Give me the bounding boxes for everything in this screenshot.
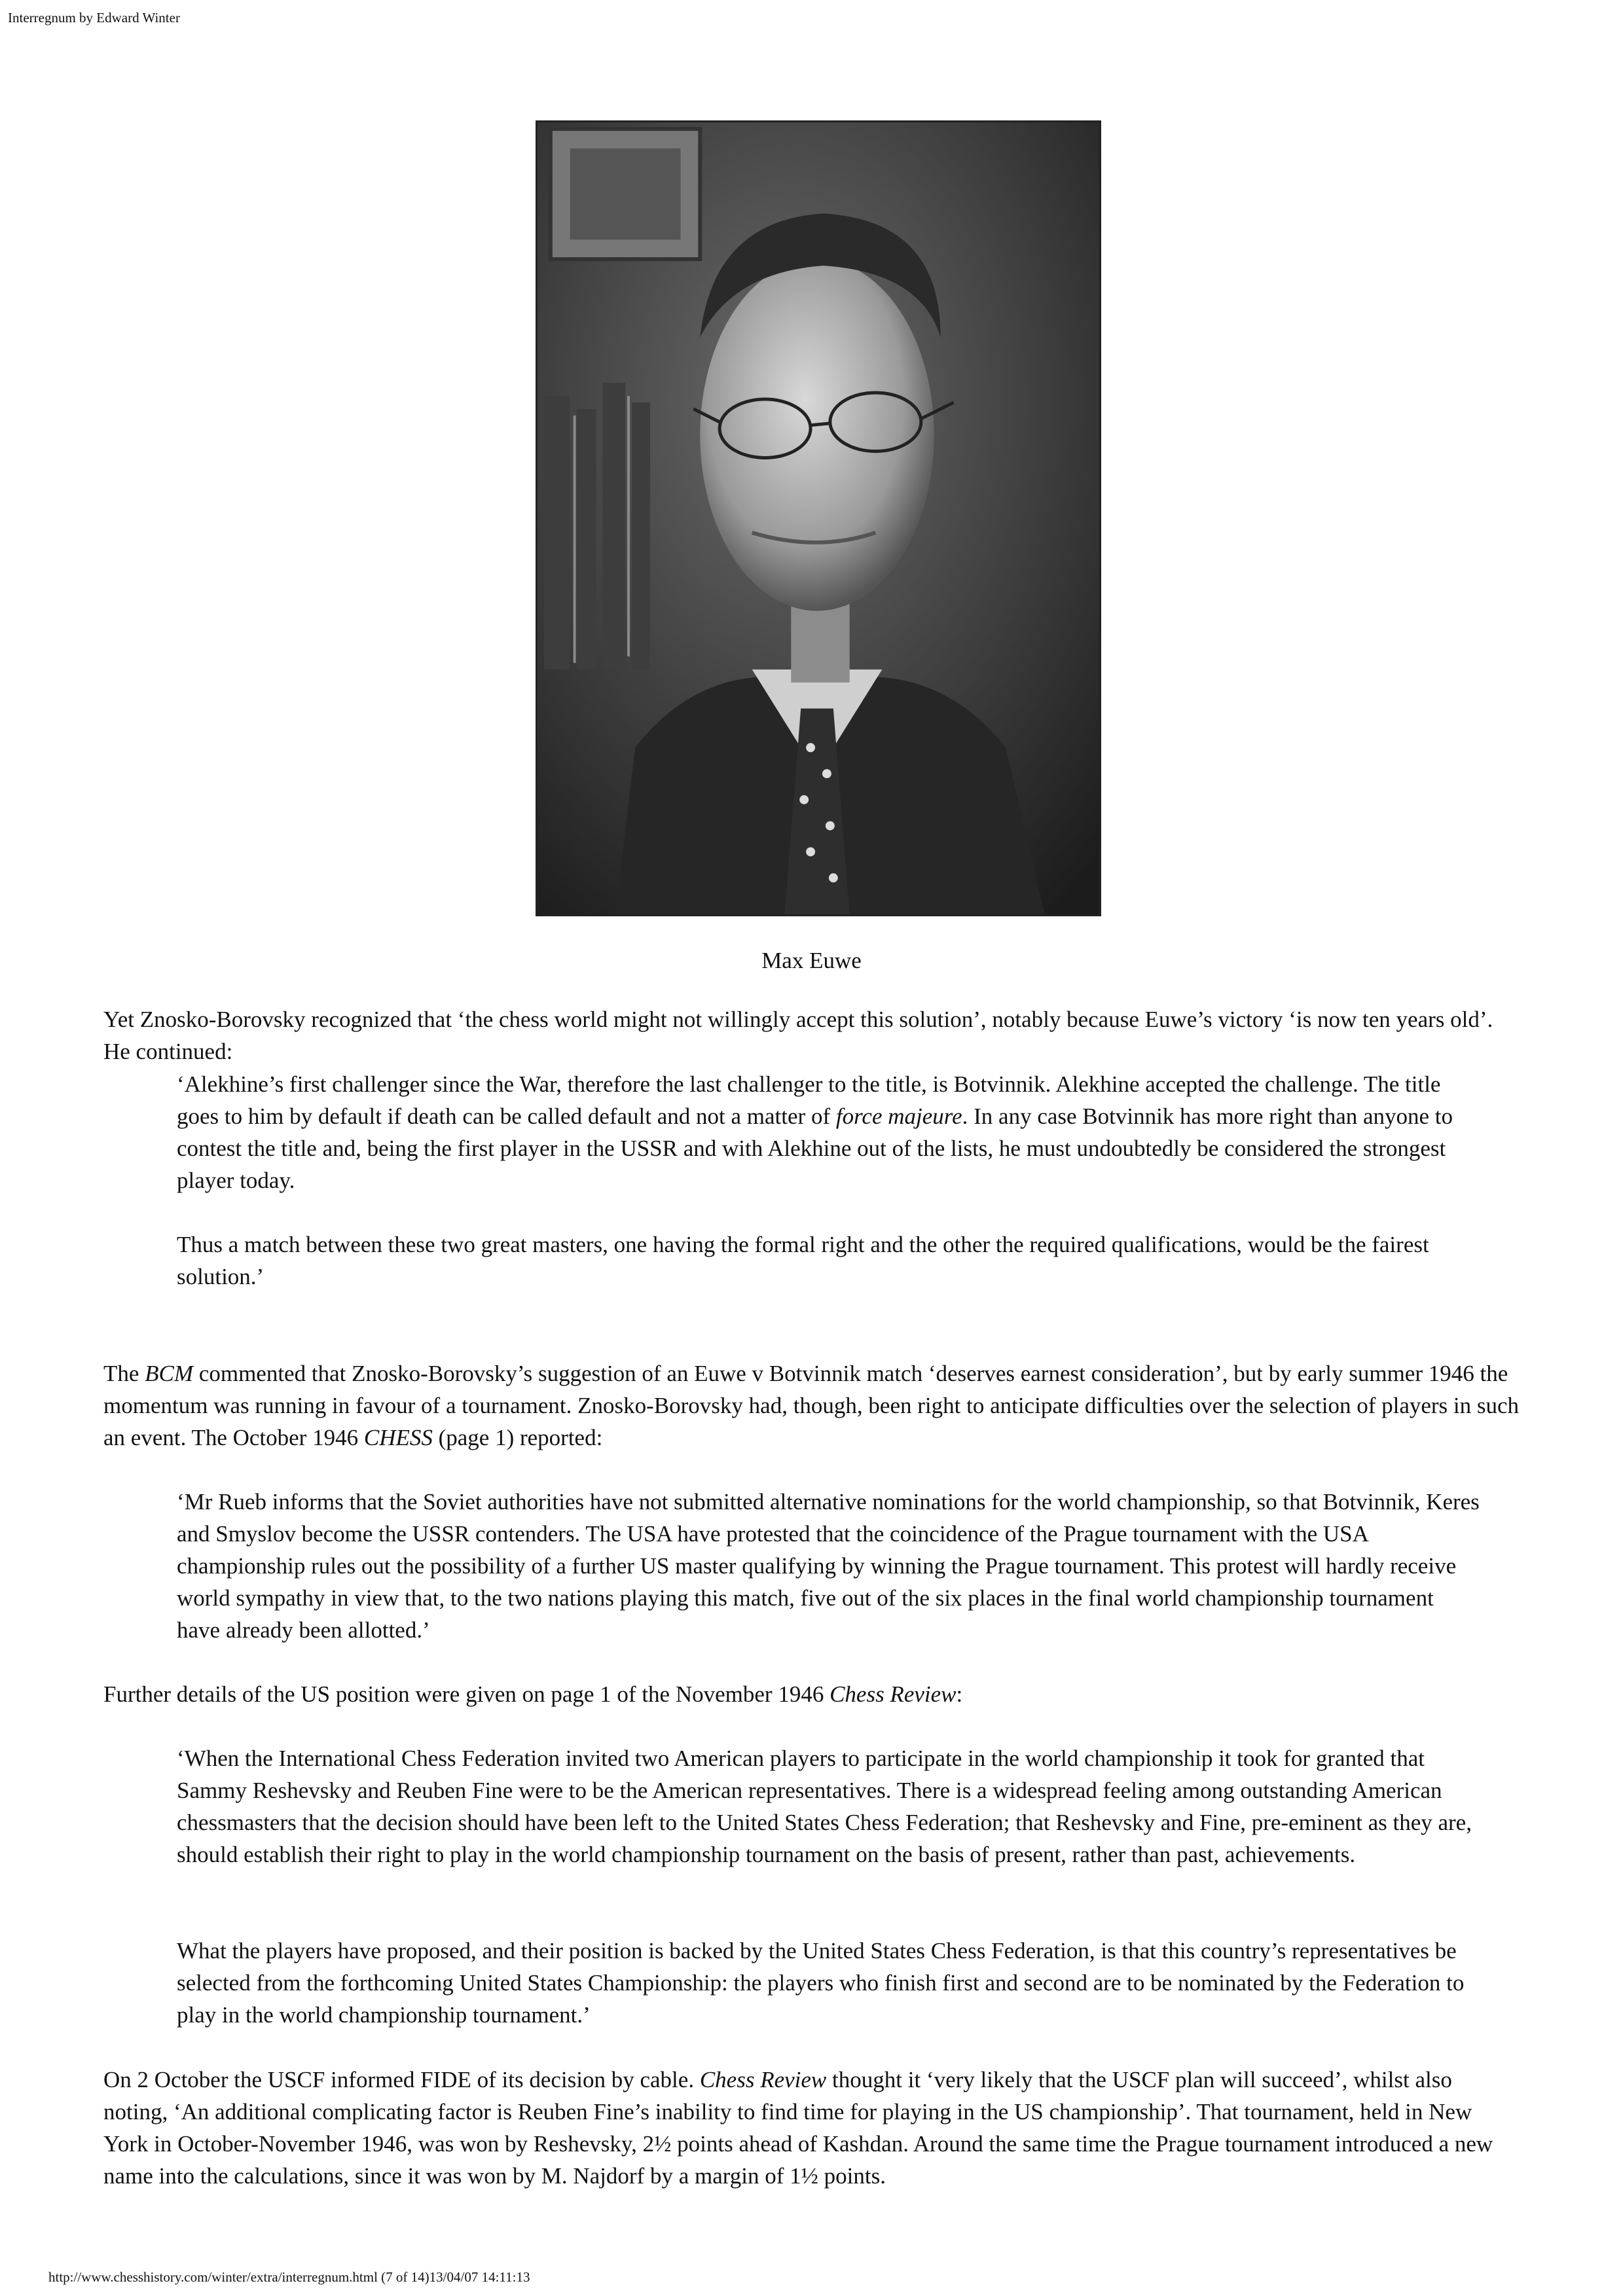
portrait-image	[538, 122, 1099, 914]
paragraph-3-chess-review: Chess Review	[830, 1681, 957, 1707]
quote-1a	[177, 1068, 1480, 1196]
quote-3a: ‘When the International Chess Federation invited two American players to participate in the world championship it took for granted that Sammy Reshevsky and Reuben Fine were to be the American representatives. There is a widespread feeling among outstanding American chessmasters that the decision should have been left to the United States Chess Federation; that Reshevsky and Fine, pre-eminent as they are, should establish their right to play in the world championship tournament on the basis of present, rather than past, achievements.	[177, 1746, 1472, 1867]
quote-1a-text-end: . In any case Botvinnik has more right than anyone to contest the title and, being the first player in the USSR and with Alekhine out of the lists, he must undoubtedly be considered the strongest player today.	[177, 1103, 1453, 1193]
paragraph-2-text: The	[103, 1361, 145, 1386]
photo-caption: Max Euwe	[761, 948, 862, 973]
paragraph-2	[103, 1357, 1521, 1454]
quote-1b: Thus a match between these two great masters, one having the formal right and the other the required qualifications, would be the fairest solution.’	[177, 1232, 1429, 1289]
quote-1a-text: ‘Alekhine’s first challenger since the War, therefore the last challenger to the title, is Botvinnik. Alekhine accepted the challenge. The title goes to him by default if death can be called default and not a matter of	[177, 1071, 1441, 1129]
paragraph-2-chess: CHESS	[363, 1425, 433, 1450]
quote-2: ‘Mr Rueb informs that the Soviet authorities have not submitted alternative nominations for the world championship, so that Botvinnik, Keres and Smyslov become the USSR contenders. The USA have protested that the coincidence of the Prague tournament with the USA championship rules out the possibility of a further US master qualifying by winning the Prague tournament. This protest will hardly receive world sympathy in view that, to the two nations playing this match, five out of the six places in the final world championship tournament have already been allotted.’	[177, 1489, 1480, 1643]
page-header-title: Interregnum by Edward Winter	[8, 10, 180, 26]
paragraph-1: Yet Znosko-Borovsky recognized that ‘the chess world might not willingly accept this solution’, notably because Euwe’s victory ‘is now ten years old’. He continued:	[103, 1007, 1493, 1064]
paragraph-3	[103, 1678, 1521, 1710]
paragraph-4-text: On 2 October the USCF informed FIDE of its decision by cable.	[103, 2067, 700, 2092]
footer-url: http://www.chesshistory.com/winter/extra/interregnum.html (7 of 14)13/04/07 14:11:13	[48, 2269, 530, 2285]
paragraph-2-bcm: BCM	[145, 1361, 194, 1386]
paragraph-3-text-end: :	[956, 1681, 963, 1707]
paragraph-4	[103, 2064, 1521, 2192]
paragraph-4-chess-review: Chess Review	[699, 2067, 827, 2092]
paragraph-3-text: Further details of the US position were given on page 1 of the November 1946	[103, 1681, 830, 1707]
paragraph-2-text-end: (page 1) reported:	[432, 1425, 603, 1450]
quote-1a-italic: force majeure	[835, 1103, 962, 1129]
quote-3b: What the players have proposed, and their position is backed by the United States Chess Federation, is that this country’s representatives be selected from the forthcoming United States Championship: the players who finish first and second are to be nominated by the Federation to play in the world championship tournament.’	[177, 1938, 1465, 2028]
paragraph-2-text-mid: commented that Znosko-Borovsky’s suggestion of an Euwe v Botvinnik match ‘deserves earnest consideration’, but by early summer 1946 the momentum was running in favour of a tournament. Znosko-Borovsky had, though, been right to anticipate difficulties over the selection of players in such an event. The October 1946	[103, 1361, 1520, 1450]
portrait-photo	[536, 120, 1101, 916]
paragraph-4-text-end: thought it ‘very likely that the USCF plan will succeed’, whilst also noting, ‘An additional complicating factor is Reuben Fine’s inability to find time for playing in the US championship’. That tournament, held in New York in October-November 1946, was won by Reshevsky, 2½ points ahead of Kashdan. Around the same time the Prague tournament introduced a new name into the calculations, since it was won by M. Najdorf by a margin of 1½ points.	[103, 2067, 1493, 2189]
